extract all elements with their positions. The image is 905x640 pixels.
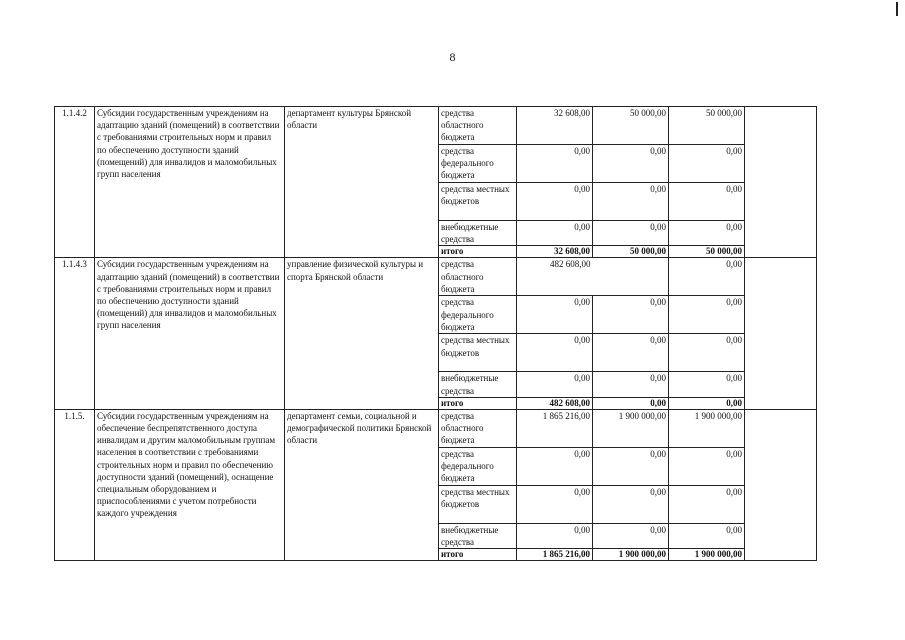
- empty-cell: [745, 107, 817, 258]
- value-cell: 50 000,00: [669, 107, 745, 145]
- value-cell: 0,00: [669, 221, 745, 246]
- source-label: средства областного бюджета: [439, 409, 517, 447]
- item-executor: департамент семьи, социальной и демографической политики Брянской области: [285, 409, 439, 560]
- value-cell: 50 000,00: [593, 107, 669, 145]
- item-number: 1.1.4.2: [55, 107, 95, 258]
- scan-edge-mark: [896, 2, 898, 16]
- item-name: Субсидии государственным учреждениям на адаптацию зданий (помещений) в соответствии с требованиями строительных норм и правил по обеспечению доступности зданий (помещений) для инвалидов и маломобильных групп населения: [95, 258, 285, 409]
- item-executor: департамент культуры Брянской области: [285, 107, 439, 258]
- total-value: 32 608,00: [517, 246, 593, 258]
- value-cell: 0,00: [669, 523, 745, 548]
- total-value: 1 865 216,00: [517, 549, 593, 561]
- value-cell: 1 865 216,00: [517, 409, 593, 447]
- table-row: [55, 107, 817, 145]
- budget-table: [54, 106, 817, 561]
- value-cell: 0,00: [669, 334, 745, 372]
- value-cell: 0,00: [593, 334, 669, 372]
- value-cell: 0,00: [669, 145, 745, 183]
- total-label: итого: [439, 549, 517, 561]
- source-label: внебюджетные средства: [439, 221, 517, 246]
- total-value: 1 900 000,00: [669, 549, 745, 561]
- value-cell: 0,00: [517, 447, 593, 485]
- item-executor: управление физической культуры и спорта Брянской области: [285, 258, 439, 409]
- value-cell: 0,00: [669, 258, 745, 296]
- value-cell: 0,00: [517, 221, 593, 246]
- value-cell: 0,00: [517, 145, 593, 183]
- value-cell: 0,00: [669, 372, 745, 397]
- table-row: [55, 409, 817, 447]
- value-cell: 0,00: [593, 183, 669, 221]
- total-label: итого: [439, 246, 517, 258]
- value-cell: 0,00: [517, 523, 593, 548]
- value-cell: 0,00: [669, 296, 745, 334]
- source-label: внебюджетные средства: [439, 523, 517, 548]
- item-name: Субсидии государственным учреждениям на обеспечение беспрепятственного доступа инвалидам и другим маломобильным группам населения в соответствии с требованиями строительных норм и правил по обеспечению доступности зданий (помещений), оснащение специальным оборудованием и приспособлениями с учетом потребности каждого учреждения: [95, 409, 285, 560]
- value-cell: 0,00: [517, 334, 593, 372]
- empty-cell: [745, 258, 817, 409]
- value-cell: 482 608,00: [517, 258, 593, 296]
- source-label: средства областного бюджета: [439, 258, 517, 296]
- source-label: средства местных бюджетов: [439, 334, 517, 372]
- item-name: Субсидии государственным учреждениям на адаптацию зданий (помещений) в соответствии с требованиями строительных норм и правил по обеспечению доступности зданий (помещений) для инвалидов и маломобильных групп населения: [95, 107, 285, 258]
- value-cell: 1 900 000,00: [669, 409, 745, 447]
- source-label: внебюджетные средства: [439, 372, 517, 397]
- total-value: 1 900 000,00: [593, 549, 669, 561]
- source-label: средства федерального бюджета: [439, 145, 517, 183]
- source-label: средства областного бюджета: [439, 107, 517, 145]
- value-cell: 0,00: [669, 485, 745, 523]
- total-value: 50 000,00: [669, 246, 745, 258]
- value-cell: 0,00: [669, 183, 745, 221]
- value-cell: [593, 258, 669, 296]
- value-cell: 0,00: [593, 221, 669, 246]
- total-value: 0,00: [669, 397, 745, 409]
- value-cell: 0,00: [517, 372, 593, 397]
- table-row: [55, 258, 817, 296]
- total-value: 50 000,00: [593, 246, 669, 258]
- source-label: средства местных бюджетов: [439, 183, 517, 221]
- value-cell: 0,00: [593, 296, 669, 334]
- value-cell: 0,00: [517, 183, 593, 221]
- value-cell: 0,00: [593, 485, 669, 523]
- value-cell: 0,00: [517, 485, 593, 523]
- source-label: средства федерального бюджета: [439, 296, 517, 334]
- value-cell: 0,00: [593, 523, 669, 548]
- empty-cell: [745, 409, 817, 560]
- total-label: итого: [439, 397, 517, 409]
- total-value: 482 608,00: [517, 397, 593, 409]
- value-cell: 32 608,00: [517, 107, 593, 145]
- value-cell: 0,00: [669, 447, 745, 485]
- source-label: средства местных бюджетов: [439, 485, 517, 523]
- value-cell: 0,00: [593, 372, 669, 397]
- item-number: 1.1.4.3: [55, 258, 95, 409]
- value-cell: 0,00: [517, 296, 593, 334]
- page-number: 8: [449, 50, 456, 64]
- value-cell: 1 900 000,00: [593, 409, 669, 447]
- source-label: средства федерального бюджета: [439, 447, 517, 485]
- item-number: 1.1.5.: [55, 409, 95, 560]
- value-cell: 0,00: [593, 447, 669, 485]
- value-cell: 0,00: [593, 145, 669, 183]
- total-value: 0,00: [593, 397, 669, 409]
